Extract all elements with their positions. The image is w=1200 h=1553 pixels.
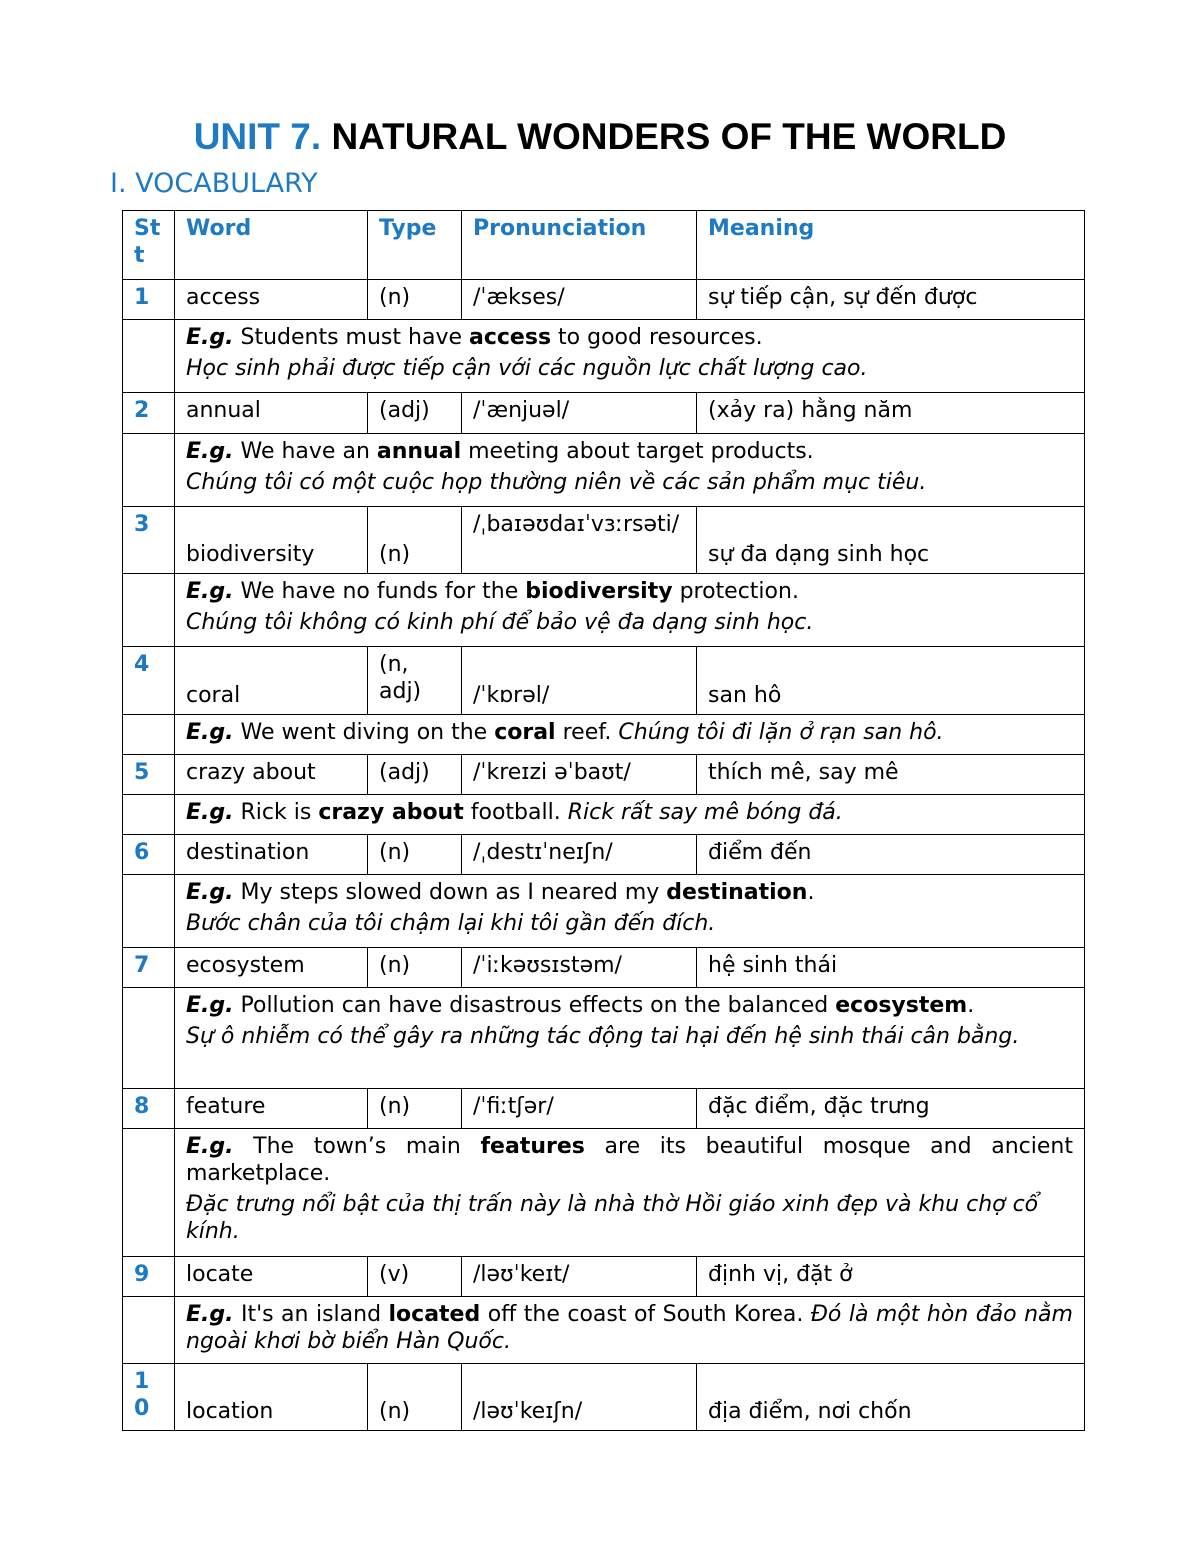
entry-pronunciation: /ˈkreɪzi əˈbaʊt/ <box>462 755 697 795</box>
example-en: E.g. We have no funds for the biodiversity protection. <box>186 579 799 604</box>
entry-type: (n) <box>368 948 462 988</box>
entry-type: (adj) <box>368 755 462 795</box>
entry-word: locate <box>175 1257 368 1297</box>
entry-meaning: (xảy ra) hằng năm <box>697 393 1085 434</box>
example-row <box>123 988 1085 1089</box>
entry-word: location <box>175 1364 368 1431</box>
entry-number: 1 <box>123 280 175 320</box>
example-en: E.g. It's an island located off the coast of South Korea. <box>186 1302 804 1327</box>
table-row <box>123 507 1085 574</box>
entry-pronunciation: /ˌdestɪˈneɪʃn/ <box>462 835 697 875</box>
entry-meaning: san hô <box>697 647 1085 715</box>
entry-word: destination <box>175 835 368 875</box>
example-vi: Đó là một hòn đảo nằm ngoài khơi bờ biển Hàn Quốc. <box>186 1302 1073 1354</box>
table-row <box>123 835 1085 875</box>
table-row <box>123 755 1085 795</box>
entry-pronunciation: /ˈænjuəl/ <box>462 393 697 434</box>
entry-number: 6 <box>123 835 175 875</box>
example-row <box>123 1297 1085 1364</box>
entry-pronunciation: /ˌbaɪəʊdaɪˈvɜːrsəti/ <box>462 507 697 574</box>
example-row <box>123 715 1085 755</box>
example-vi: Học sinh phải được tiếp cận với các nguồn lực chất lượng cao. <box>186 356 868 381</box>
entry-word: annual <box>175 393 368 434</box>
entry-type: (v) <box>368 1257 462 1297</box>
example-en: E.g. We have an annual meeting about target products. <box>186 439 814 464</box>
entry-pronunciation: /ˈfiːtʃər/ <box>462 1089 697 1129</box>
example-en: E.g. My steps slowed down as I neared my destination. <box>186 880 815 905</box>
entry-meaning: định vị, đặt ở <box>697 1257 1085 1297</box>
entry-word: access <box>175 280 368 320</box>
vocabulary-table <box>122 210 1085 1431</box>
entry-word: ecosystem <box>175 948 368 988</box>
entry-pronunciation: /ˈkɒrəl/ <box>462 647 697 715</box>
example-vi: Chúng tôi có một cuộc họp thường niên về các sản phẩm mục tiêu. <box>186 470 927 495</box>
entry-type: (n) <box>368 507 462 574</box>
example-cell <box>175 574 1085 647</box>
entry-meaning: đặc điểm, đặc trưng <box>697 1089 1085 1129</box>
example-vi: Đặc trưng nổi bật của thị trấn này là nhà thờ Hồi giáo xinh đẹp và khu chợ cổ kính. <box>186 1192 1039 1244</box>
entry-type: (n) <box>368 835 462 875</box>
unit-number: UNIT 7. <box>193 116 322 157</box>
example-cell <box>175 1129 1085 1257</box>
example-row <box>123 795 1085 835</box>
example-row <box>123 434 1085 507</box>
entry-meaning: địa điểm, nơi chốn <box>697 1364 1085 1431</box>
entry-word: crazy about <box>175 755 368 795</box>
entry-number: 10 <box>123 1364 175 1431</box>
entry-number: 5 <box>123 755 175 795</box>
table-row <box>123 280 1085 320</box>
entry-number: 4 <box>123 647 175 715</box>
entry-type: (adj) <box>368 393 462 434</box>
entry-word: feature <box>175 1089 368 1129</box>
entry-type: (n, adj) <box>368 647 462 715</box>
table-row <box>123 1257 1085 1297</box>
example-row <box>123 875 1085 948</box>
example-en: E.g. Pollution can have disastrous effects on the balanced ecosystem. <box>186 993 975 1018</box>
table-row <box>123 948 1085 988</box>
table-row <box>123 1364 1085 1431</box>
header-type: Type <box>368 211 462 280</box>
entry-type: (n) <box>368 1364 462 1431</box>
example-cell <box>175 715 1085 755</box>
table-row <box>123 647 1085 715</box>
entry-meaning: sự đa dạng sinh học <box>697 507 1085 574</box>
example-vi: Sự ô nhiễm có thể gây ra những tác động tai hại đến hệ sinh thái cân bằng. <box>186 1024 1020 1049</box>
entry-number: 3 <box>123 507 175 574</box>
header-pronunciation: Pronunciation <box>462 211 697 280</box>
entry-meaning: sự tiếp cận, sự đến được <box>697 280 1085 320</box>
section-heading: I. VOCABULARY <box>110 168 318 199</box>
entry-type: (n) <box>368 280 462 320</box>
header-meaning: Meaning <box>697 211 1085 280</box>
example-cell <box>175 1297 1085 1364</box>
entry-word: biodiversity <box>175 507 368 574</box>
example-row <box>123 574 1085 647</box>
example-cell <box>175 988 1085 1089</box>
example-vi: Bước chân của tôi chậm lại khi tôi gần đến đích. <box>186 911 716 936</box>
example-cell <box>175 320 1085 393</box>
entry-meaning: hệ sinh thái <box>697 948 1085 988</box>
entry-type: (n) <box>368 1089 462 1129</box>
entry-pronunciation: /ˈiːkəʊsɪstəm/ <box>462 948 697 988</box>
table-row <box>123 393 1085 434</box>
example-en: E.g. Rick is crazy about football. <box>186 800 561 825</box>
entry-number: 9 <box>123 1257 175 1297</box>
example-row <box>123 1129 1085 1257</box>
entry-meaning: điểm đến <box>697 835 1085 875</box>
example-vi: Rick rất say mê bóng đá. <box>567 800 843 825</box>
entry-pronunciation: /ləʊˈkeɪt/ <box>462 1257 697 1297</box>
unit-name: NATURAL WONDERS OF THE WORLD <box>331 116 1007 157</box>
example-en: E.g. We went diving on the coral reef. <box>186 720 612 745</box>
entry-word: coral <box>175 647 368 715</box>
example-en: E.g. The town’s main features are its beautiful mosque and ancient marketplace. <box>186 1134 1073 1186</box>
example-cell <box>175 795 1085 835</box>
entry-pronunciation: /ˈækses/ <box>462 280 697 320</box>
entry-meaning: thích mê, say mê <box>697 755 1085 795</box>
example-cell <box>175 875 1085 948</box>
example-vi: Chúng tôi đi lặn ở rạn san hô. <box>618 720 944 745</box>
entry-number: 8 <box>123 1089 175 1129</box>
header-word: Word <box>175 211 368 280</box>
example-cell <box>175 434 1085 507</box>
table-header-row <box>123 211 1085 280</box>
header-stt: St t <box>123 211 175 280</box>
table-row <box>123 1089 1085 1129</box>
entry-number: 7 <box>123 948 175 988</box>
example-en: E.g. Students must have access to good resources. <box>186 325 763 350</box>
entry-pronunciation: /ləʊˈkeɪʃn/ <box>462 1364 697 1431</box>
example-vi: Chúng tôi không có kinh phí để bảo vệ đa dạng sinh học. <box>186 610 814 635</box>
page-title <box>0 116 1200 158</box>
example-row <box>123 320 1085 393</box>
entry-number: 2 <box>123 393 175 434</box>
